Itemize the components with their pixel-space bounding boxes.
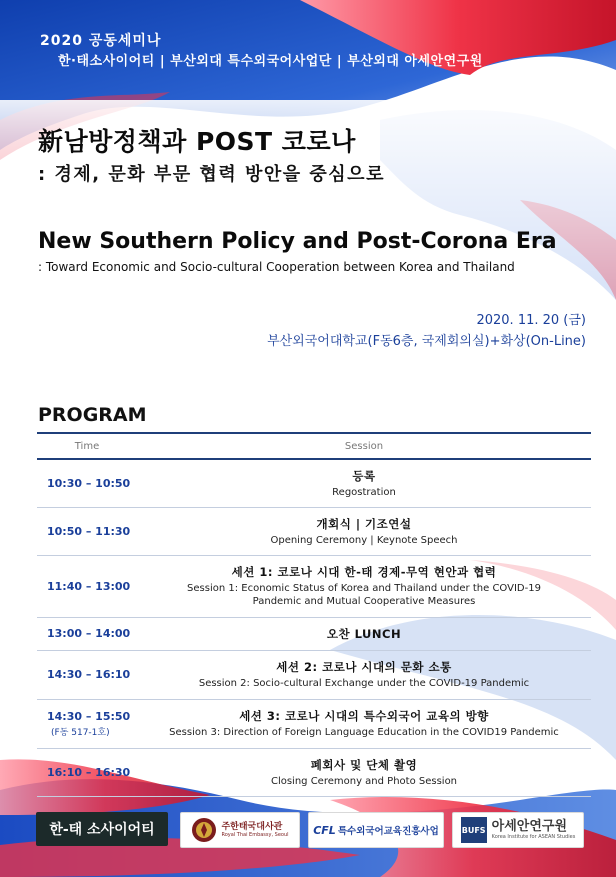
session-cell [137, 699, 591, 748]
time-cell: 10:30 – 10:50 [37, 459, 137, 507]
english-title: New Southern Policy and Post-Corona Era [38, 229, 557, 254]
session-title-kr: 등록 [352, 468, 376, 483]
bufs-mark: BUFS [461, 817, 487, 843]
event-venue: 부산외국어대학교(F동6층, 국제회의실)+화상(On-Line) [267, 334, 586, 349]
time-cell [37, 699, 137, 748]
session-title-en-line2: Pandemic and Mutual Cooperative Measures [252, 596, 476, 607]
institute-subtitle: Korea Institute for ASEAN Studies [491, 834, 576, 840]
sponsor-logos [0, 812, 616, 856]
session-title-kr: 세션 3: 코로나 시대의 특수외국어 교육의 방향 [239, 709, 489, 723]
time-cell: 13:00 – 14:00 [37, 617, 137, 650]
session-title-kr: 오찬 LUNCH [326, 626, 402, 641]
korean-subtitle: : 경제, 문화 부문 협력 방안을 중심으로 [38, 164, 385, 185]
time-cell: 14:30 – 16:10 [37, 650, 137, 699]
time-column-header: Time [37, 433, 137, 459]
room-note: (F동 517-1호) [51, 727, 110, 738]
table-row [37, 555, 591, 617]
session-title-en: Opening Ceremony | Keynote Speech [270, 534, 458, 546]
session-title-kr: 개회식 | 기조연설 [316, 516, 412, 531]
embassy-subtitle: Royal Thai Embassy, Seoul [221, 832, 289, 838]
session-title-kr: 세션 2: 코로나 시대의 문화 소통 [276, 660, 452, 674]
embassy-name: 주한태국대사관 [221, 822, 283, 832]
session-cell [137, 507, 591, 555]
korea-thailand-society-logo [36, 812, 168, 846]
time-cell: 11:40 – 13:00 [37, 555, 137, 617]
time-range: 14:30 – 15:50 [47, 709, 131, 723]
session-title-en: Session 2: Socio-cultural Exchange under the COVID-19 Pandemic [198, 678, 530, 689]
organizers-line: 한·태소사이어티 | 부산외대 특수외국어사업단 | 부산외대 아세안연구원 [58, 54, 483, 69]
session-cell [137, 555, 591, 617]
session-title-en: Session 3: Direction of Foreign Language Education in the COVID19 Pandemic [169, 727, 559, 738]
thai-embassy-logo [180, 812, 300, 848]
program-heading: PROGRAM [38, 404, 147, 426]
time-cell: 16:10 – 16:30 [37, 748, 137, 796]
seminar-year-label: 2020 공동세미나 [40, 33, 162, 49]
event-date: 2020. 11. 20 (금) [476, 313, 586, 328]
cfl-program-name: 특수외국어교육진흥사업 [337, 826, 439, 837]
institute-name: 아세안연구원 [491, 819, 568, 834]
korean-title: 新남방정책과 POST 코로나 [38, 127, 356, 156]
time-cell: 10:50 – 11:30 [37, 507, 137, 555]
program-table [37, 432, 591, 797]
session-title-kr: 폐회사 및 단체 촬영 [310, 757, 418, 772]
cfl-program-logo [308, 812, 444, 848]
session-cell [137, 748, 591, 796]
table-row [37, 617, 591, 650]
session-title-en: Regostration [332, 486, 396, 498]
session-cell [137, 650, 591, 699]
asean-institute-logo [452, 812, 584, 848]
table-row [37, 699, 591, 748]
session-title-en-line1: Session 1: Economic Status of Korea and Thailand under the COVID-19 [187, 583, 541, 594]
table-header-row [37, 433, 591, 459]
table-row [37, 650, 591, 699]
table-row [37, 507, 591, 555]
english-subtitle: : Toward Economic and Socio-cultural Cooperation between Korea and Thailand [38, 260, 515, 274]
session-column-header: Session [137, 433, 591, 459]
session-title-en [138, 582, 590, 608]
table-row [37, 459, 591, 507]
session-title-kr: 세션 1: 코로나 시대 한-태 경제-무역 현안과 협력 [231, 565, 497, 579]
session-title-en: Closing Ceremony and Photo Session [270, 775, 458, 787]
table-row [37, 748, 591, 796]
embassy-emblem-icon [191, 817, 217, 843]
cfl-mark: CFL [313, 823, 336, 837]
session-cell [137, 459, 591, 507]
society-logo-text: 한-태 소사이어티 [49, 822, 155, 838]
session-cell [137, 617, 591, 650]
